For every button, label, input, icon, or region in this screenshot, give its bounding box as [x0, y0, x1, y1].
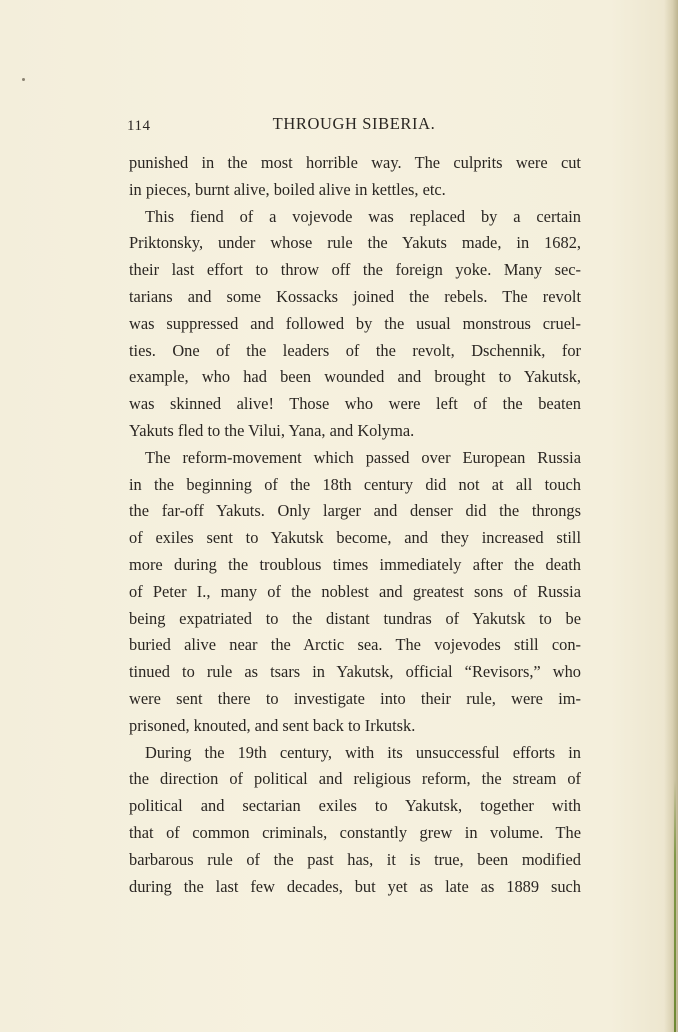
- text-line: barbarous rule of the past has, it is true, been modified: [129, 849, 581, 869]
- text-line: the direction of political and religious reform, the stream of: [129, 769, 581, 789]
- text-line: the far-off Yakuts. Only larger and denser did the throngs: [129, 501, 581, 521]
- text-line: more during the troublous times immediately after the death: [129, 554, 581, 574]
- text-line: in pieces, burnt alive, boiled alive in kettles, etc.: [129, 179, 446, 199]
- text-line: The reform-movement which passed over European Russia: [145, 447, 581, 467]
- text-line: example, who had been wounded and brought to Yakutsk,: [129, 367, 581, 387]
- text-line: their last effort to throw off the foreign yoke. Many sec-: [129, 260, 581, 280]
- text-line: were sent there to investigate into their rule, were im-: [129, 688, 581, 708]
- text-line: punished in the most horrible way. The culprits were cut: [129, 153, 581, 172]
- paper-speck: [22, 78, 25, 81]
- text-line: During the 19th century, with its unsuccessful efforts in: [145, 742, 581, 762]
- text-line: tarians and some Kossacks joined the rebels. The revolt: [129, 286, 581, 306]
- page-edge-binding: [674, 780, 676, 1032]
- text-line: in the beginning of the 18th century did not at all touch: [129, 474, 581, 494]
- page-number: 114: [127, 118, 151, 134]
- page-header: [127, 114, 581, 136]
- text-line: Yakuts fled to the Vilui, Yana, and Kolyma.: [129, 420, 415, 440]
- text-line: buried alive near the Arctic sea. The vojevodes still con-: [129, 635, 581, 655]
- text-line: political and sectarian exiles to Yakutsk, together with: [129, 796, 581, 816]
- body-text: [129, 150, 581, 900]
- text-line: that of common criminals, constantly grew in volume. The: [129, 822, 581, 842]
- running-head: THROUGH SIBERIA.: [272, 114, 436, 133]
- text-line: was skinned alive! Those who were left of the beaten: [129, 394, 581, 414]
- text-line: during the last few decades, but yet as late as 1889 such: [129, 876, 581, 896]
- text-line: This fiend of a vojevode was replaced by a certain: [145, 206, 581, 226]
- text-line: tinued to rule as tsars in Yakutsk, official “Revisors,” who: [129, 662, 581, 682]
- text-line: Priktonsky, under whose rule the Yakuts made, in 1682,: [129, 233, 581, 253]
- text-line: of exiles sent to Yakutsk become, and they increased still: [129, 528, 581, 548]
- text-line: being expatriated to the distant tundras of Yakutsk to be: [129, 608, 581, 628]
- text-line: ties. One of the leaders of the revolt, Dschennik, for: [129, 340, 581, 360]
- text-line: of Peter I., many of the noblest and greatest sons of Russia: [129, 581, 581, 601]
- text-line: was suppressed and followed by the usual monstrous cruel-: [129, 313, 581, 333]
- text-line: prisoned, knouted, and sent back to Irkutsk.: [129, 715, 416, 735]
